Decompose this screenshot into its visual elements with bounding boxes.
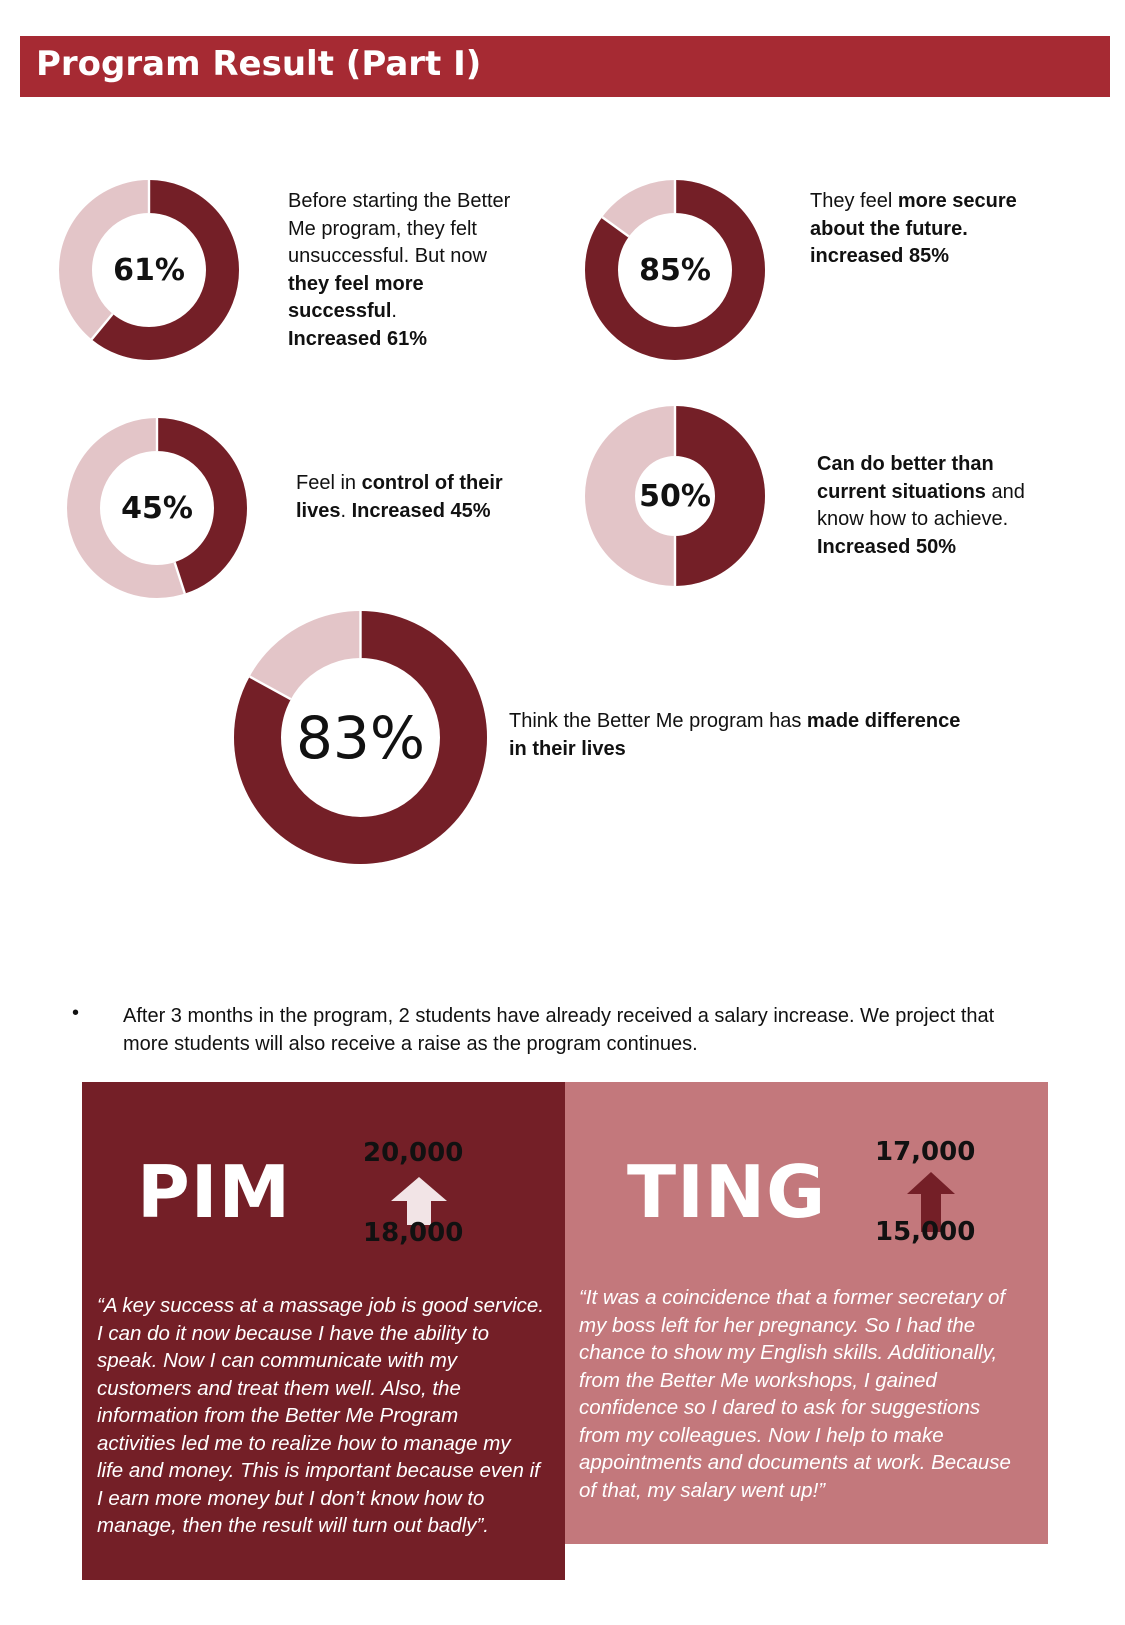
donut-chart-61 — [59, 180, 239, 360]
stat-text-segment: Me program, they felt — [288, 217, 477, 240]
quote-line: appointments and documents at work. Because — [579, 1451, 1011, 1474]
bullet-dot: • — [72, 1002, 80, 1024]
quote-line: I earn more money but I don’t know how to — [97, 1486, 485, 1510]
donut-value-label: 83% — [296, 703, 425, 772]
stat-text-83 — [509, 708, 960, 763]
testimonial-quote — [579, 1284, 1011, 1504]
quote-line: activities led me to realize how to manage my — [97, 1431, 511, 1455]
title-bar — [20, 36, 1110, 97]
quote-line: information from the Better Me Program — [97, 1404, 459, 1427]
stat-text-line — [296, 498, 503, 526]
donut-chart-50 — [585, 406, 765, 586]
stat-text-line — [817, 534, 1025, 562]
quote-line: confidence so I dared to ask for suggestions — [579, 1396, 981, 1419]
stat-text-bold: current situations — [817, 480, 986, 503]
stat-text-45 — [296, 470, 503, 525]
stat-text-segment: Before starting the Better — [288, 190, 511, 212]
stat-text-segment: unsuccessful. But now — [288, 245, 487, 267]
donut-value-label: 45% — [121, 490, 193, 526]
quote-line: speak. Now I can communicate with my — [97, 1349, 458, 1372]
salary-new: 20,000 — [363, 1138, 464, 1168]
quote-line: “A key success at a massage job is good service. — [97, 1294, 545, 1317]
quote-line: customers and treat them well. Also, the — [97, 1376, 461, 1400]
stat-text-bold: in their lives — [509, 737, 626, 760]
student-name: PIM — [137, 1150, 292, 1234]
quote-line: chance to show my English skills. Additionally, — [579, 1341, 998, 1364]
stat-text-segment: . — [340, 499, 352, 522]
stat-text-line — [288, 216, 510, 244]
salary-note-line: more students will also receive a raise as the program continues. — [123, 1033, 698, 1055]
stat-text-line — [509, 736, 960, 764]
stat-text-line — [817, 479, 1025, 507]
quote-line: from the Better Me workshops, I gained — [579, 1368, 937, 1392]
stat-text-bold: successful — [288, 300, 392, 322]
stat-text-61 — [288, 188, 510, 353]
page-title: Program Result (Part I) — [36, 44, 482, 84]
quote-line: my boss left for her pregnancy. So I had the — [579, 1313, 976, 1337]
quote-line: of that, my salary went up!” — [579, 1478, 826, 1502]
stat-text-segment: They feel — [810, 190, 898, 212]
stat-text-bold: control of their — [361, 472, 503, 494]
salary-old: 15,000 — [875, 1217, 976, 1247]
stat-text-line — [810, 243, 1017, 271]
donut-value-label: 50% — [639, 478, 711, 514]
quote-line: I can do it now because I have the ability to — [97, 1321, 490, 1345]
stat-text-bold: Increased 45% — [351, 499, 491, 522]
donut-value-label: 61% — [113, 252, 185, 288]
stat-text-50 — [817, 451, 1025, 561]
stat-text-bold: lives — [296, 499, 341, 522]
stat-text-bold: more secure — [897, 190, 1017, 212]
stat-text-line — [509, 708, 960, 736]
stat-text-bold: Increased 50% — [817, 535, 956, 558]
stat-text-line — [810, 188, 1017, 216]
testimonial-card-pim — [82, 1082, 565, 1580]
student-name: TING — [627, 1150, 827, 1234]
stat-text-line — [296, 470, 503, 498]
stat-text-line — [288, 298, 510, 326]
salary-note-line: After 3 months in the program, 2 students have already received a salary increase. We project that — [123, 1005, 995, 1027]
salary-note-text — [123, 1002, 1083, 1058]
quote-line: “It was a coincidence that a former secretary of — [579, 1286, 1006, 1309]
quote-line: life and money. This is important because even if — [97, 1459, 540, 1482]
stat-text-segment: Feel in — [296, 472, 362, 494]
stat-text-segment: . — [391, 300, 397, 322]
stat-text-bold: they feel more — [288, 272, 424, 295]
donut-chart-45 — [67, 418, 247, 598]
stat-text-line — [817, 506, 1025, 534]
donut-chart-83 — [234, 611, 487, 864]
stat-text-segment: know how to achieve. — [817, 508, 1009, 530]
stat-text-line — [288, 243, 510, 271]
stat-text-line — [288, 188, 510, 216]
stat-text-segment: Think the Better Me program has — [509, 710, 807, 732]
stat-text-line — [810, 216, 1017, 244]
stat-text-segment: and — [985, 480, 1025, 503]
stat-text-85 — [810, 188, 1017, 271]
testimonial-card-ting — [565, 1082, 1048, 1544]
stat-text-bold: made difference — [806, 710, 961, 732]
quote-line: from my colleagues. Now I help to make — [579, 1423, 944, 1447]
stat-text-line — [817, 451, 1025, 479]
stat-text-bold: increased 85% — [810, 245, 949, 267]
testimonial-quote — [97, 1292, 544, 1540]
stat-text-bold: Can do better than — [817, 453, 994, 475]
donut-value-label: 85% — [639, 252, 711, 288]
quote-line: manage, then the result will turn out badly”. — [97, 1514, 489, 1537]
stat-text-line — [288, 271, 510, 299]
donut-chart-85 — [585, 180, 765, 360]
stat-text-line — [288, 326, 510, 354]
stat-text-bold: Increased 61% — [288, 327, 427, 350]
salary-new: 17,000 — [875, 1137, 976, 1167]
salary-old: 18,000 — [363, 1218, 464, 1248]
stat-text-bold: about the future. — [810, 217, 968, 240]
